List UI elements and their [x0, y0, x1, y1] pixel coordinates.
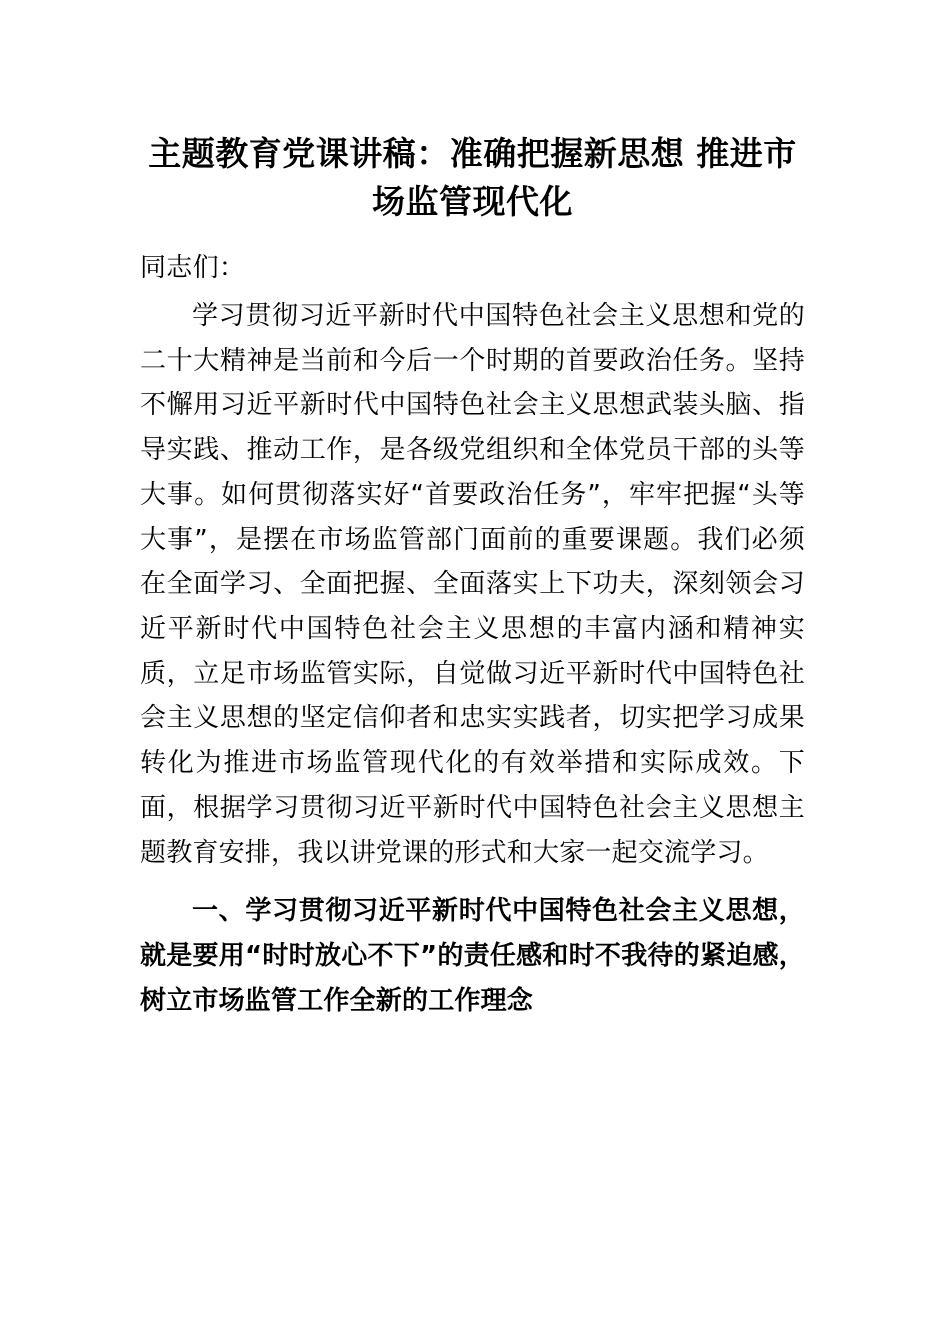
section-heading-1: 一、学习贯彻习近平新时代中国特色社会主义思想，就是要用“时时放心不下”的责任感和时不我待的紧迫感，树立市场监管工作全新的工作理念	[140, 896, 805, 1016]
salutation: 同志们：	[140, 252, 246, 283]
page-title: 主题教育党课讲稿：准确把握新思想 推进市场监管现代化	[148, 134, 797, 221]
body-paragraph-1: 学习贯彻习近平新时代中国特色社会主义思想和党的二十大精神是当前和今后一个时期的首要政治任务。坚持不懈用习近平新时代中国特色社会主义思想武装头脑、指导实践、推动工作，是各级党组织和全体党员干部的头等大事。如何贯彻落实好“首要政治任务”，牢牢把握“头等大事”，是摆在市场监管部门面前的重要课题。我们必须在全面学习、全面把握、全面落实上下功夫，深刻领会习近平新时代中国特色社会主义思想的丰富内涵和精神实质，立足市场监管实际，自觉做习近平新时代中国特色社会主义思想的坚定信仰者和忠实实践者，切实把学习成果转化为推进市场监管现代化的有效举措和实际成效。下面，根据学习贯彻习近平新时代中国特色社会主义思想主题教育安排，我以讲党课的形式和大家一起交流学习。	[140, 300, 805, 868]
